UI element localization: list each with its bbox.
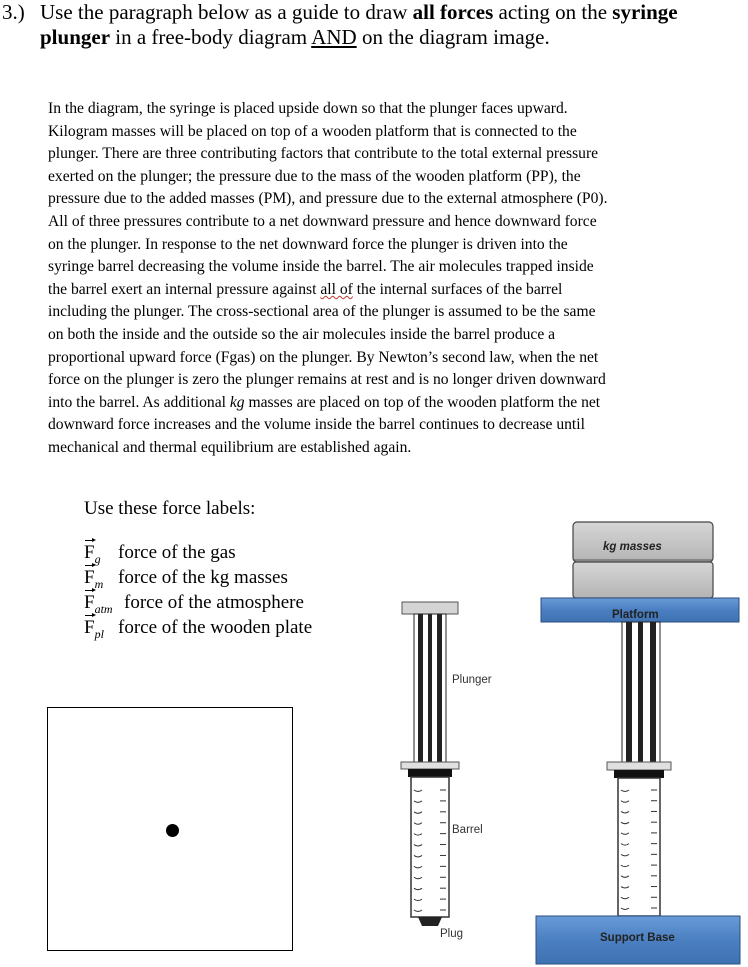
question-text-part: acting on the: [493, 0, 613, 24]
force-description: force of the wooden plate: [118, 617, 313, 638]
force-description: force of the gas: [118, 542, 236, 563]
plunger-cap: [402, 602, 458, 614]
paragraph-line: syringe barrel decreasing the volume inside the barrel. The air molecules trapped inside: [48, 258, 594, 276]
force-subscript: g: [94, 551, 101, 566]
force-subscript: pl: [94, 626, 104, 641]
force-labels-title: Use these force labels:: [84, 498, 256, 519]
paragraph-fragment: the barrel exert an internal pressure against: [48, 280, 321, 298]
plunger-rod-stripe: [626, 622, 632, 764]
plunger-label: Plunger: [452, 674, 492, 686]
paragraph-line: In the diagram, the syringe is placed upside down so that the plunger faces upward.: [48, 100, 568, 117]
syringe-left: [401, 602, 492, 940]
paragraph-line: including the plunger. The cross-sectional area of the plunger is assumed to be the same: [48, 303, 596, 321]
vector-f: F: [84, 542, 95, 563]
force-description: force of the atmosphere: [124, 592, 304, 613]
paragraph-line: force on the plunger is zero the plunger remains at rest and is no longer driven downward: [48, 371, 606, 389]
question-text-part: on the diagram image.: [356, 25, 550, 49]
paragraph-line: on both the inside and the outside so the air molecules inside the barrel produce a: [48, 325, 556, 343]
question-underline-and: AND: [311, 25, 357, 49]
question-text-part: in a free-body diagram: [110, 25, 312, 49]
paragraph-line: Kilogram masses will be placed on top of a wooden platform that is connected to the: [48, 122, 577, 140]
paragraph-line: exerted on the plunger; the pressure due to the mass of the wooden platform (PP), the: [48, 167, 581, 185]
force-subscript: atm: [94, 601, 113, 616]
barrel-label: Barrel: [452, 824, 483, 836]
question-text-part: Use the paragraph below as a guide to draw: [40, 0, 413, 24]
force-description: force of the kg masses: [118, 567, 288, 588]
syringe-right-assembly: [536, 522, 740, 964]
paragraph-line: pressure due to the added masses (PM), and pressure due to the external atmosphere (P0).: [48, 190, 608, 208]
paragraph-line: All of three pressures contribute to a net downward pressure and hence downward force: [48, 212, 597, 230]
plunger-rod-stripe: [650, 622, 656, 764]
vector-f: F: [84, 592, 95, 613]
barrel-flange: [607, 762, 671, 770]
kg-mass-bottom: [573, 562, 713, 598]
plunger-seal: [408, 769, 452, 777]
paragraph-line: downward force increases and the volume inside the barrel continues to decrease until: [48, 416, 585, 434]
plunger-rod-stripe: [428, 614, 432, 764]
barrel-body: [618, 778, 660, 916]
plunger-seal: [614, 770, 664, 778]
vector-f: F: [84, 617, 95, 638]
spellcheck-underlined-text: all of: [320, 280, 353, 298]
paragraph-line: proportional upward force (Fgas) on the plunger. By Newton’s second law, when the net: [48, 348, 599, 366]
force-subscript: m: [94, 576, 104, 591]
question-number: 3.): [2, 0, 25, 24]
platform-label: Platform: [612, 609, 659, 621]
barrel-flange: [401, 762, 459, 769]
question-bold-all-forces: all forces: [412, 0, 494, 24]
paragraph-italic-kg: kg: [229, 393, 245, 411]
paragraph-fragment: the internal surfaces of the barrel: [352, 280, 563, 298]
paragraph-fragment: into the barrel. As additional: [48, 393, 230, 411]
plunger-rod-stripe: [638, 622, 643, 764]
plunger-rod-stripe: [418, 614, 423, 764]
plug-label: Plug: [440, 928, 464, 940]
syringe-tip: [418, 917, 442, 926]
masses-label: kg masses: [603, 541, 662, 553]
question-bold-syringe-plunger: syringe plunger: [40, 0, 678, 49]
support-base-label: Support Base: [600, 932, 675, 944]
paragraph-fragment: masses are placed on top of the wooden platform the net: [244, 393, 601, 411]
barrel-body: [411, 777, 449, 917]
vector-f: F: [84, 567, 95, 588]
paragraph-line: mechanical and thermal equilibrium are established again.: [48, 438, 412, 456]
paragraph-line: plunger. There are three contributing factors that contribute to the total external pressure: [48, 145, 599, 163]
paragraph-line: on the plunger. In response to the net downward force the plunger is driven into the: [48, 235, 568, 253]
plunger-rod-stripe: [437, 614, 442, 764]
